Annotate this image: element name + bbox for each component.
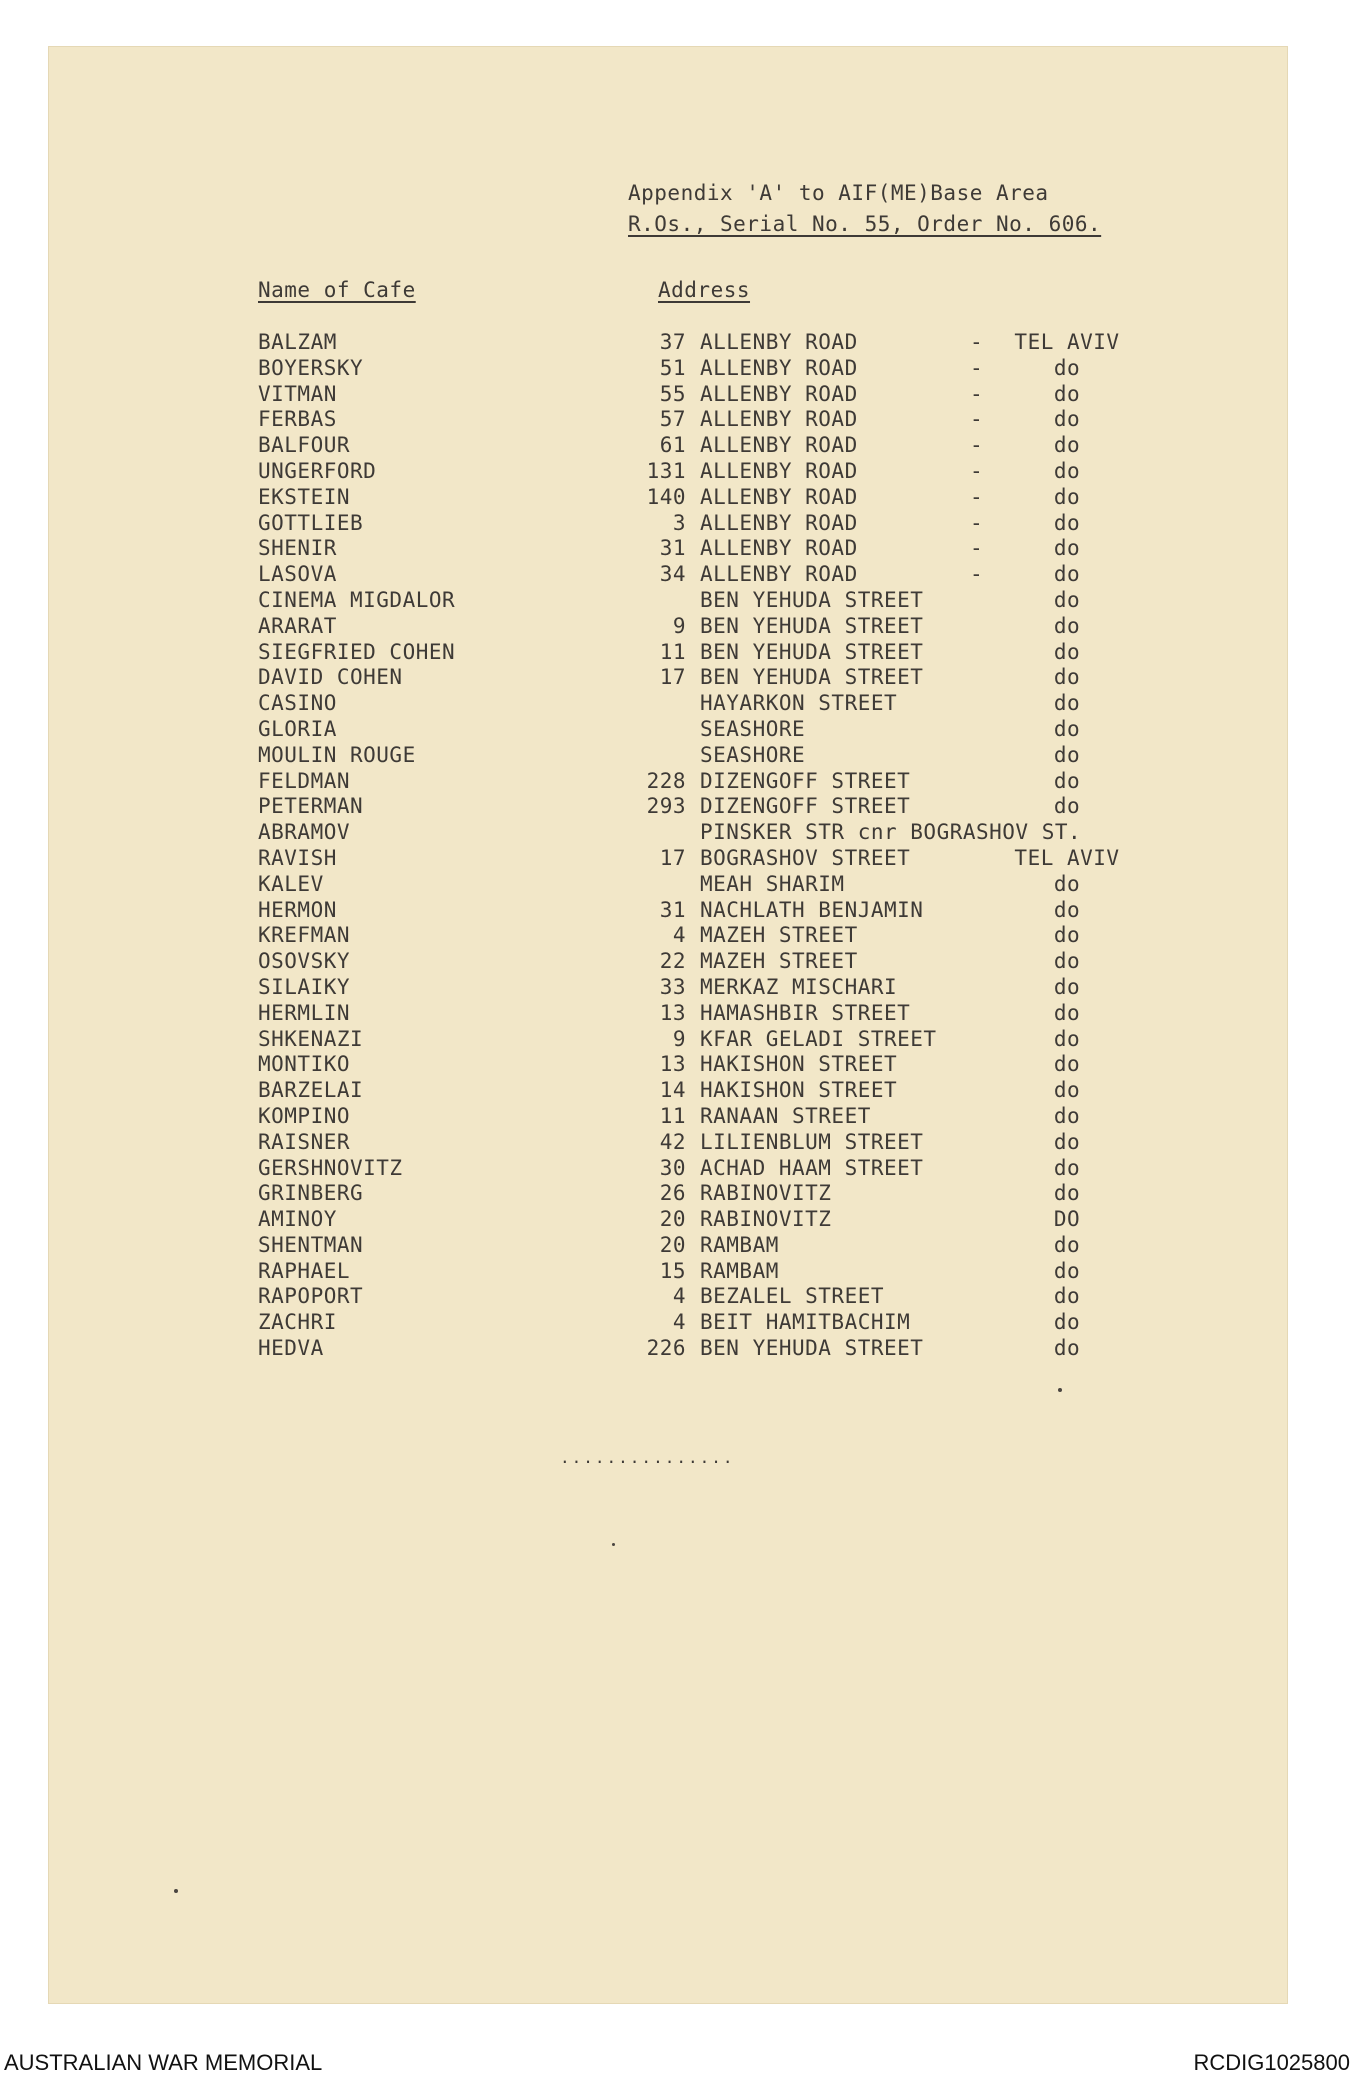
table-row xyxy=(0,614,1358,640)
street-name: BEIT HAMITBACHIM xyxy=(700,1310,911,1335)
header-line-2: R.Os., Serial No. 55, Order No. 606. xyxy=(628,212,1102,236)
cafe-name: BALFOUR xyxy=(258,433,351,458)
city-name: do xyxy=(1053,665,1081,690)
street-number: 26 xyxy=(659,1181,686,1206)
city-name: do xyxy=(1053,613,1081,638)
separator-dash: - xyxy=(970,355,984,380)
cafe-name: SHENIR xyxy=(258,536,337,561)
separator-dash: - xyxy=(970,510,984,535)
city-name: do xyxy=(1053,1052,1081,1077)
city-name: TEL AVIV xyxy=(1014,845,1120,870)
table-row xyxy=(0,1310,1358,1336)
table-row xyxy=(0,459,1358,485)
separator-dash: - xyxy=(970,458,984,483)
cafe-name: EKSTEIN xyxy=(258,484,351,509)
street-number: 22 xyxy=(659,949,686,974)
cafe-name: FERBAS xyxy=(258,407,337,432)
street-name: RAMBAM xyxy=(700,1232,779,1257)
street-number: 17 xyxy=(659,845,686,870)
cafe-name: UNGERFORD xyxy=(258,458,377,483)
street-name: MEAH SHARIM xyxy=(700,871,845,896)
street-number: 31 xyxy=(659,536,686,561)
table-row xyxy=(0,1001,1358,1027)
cafe-name: HERMLIN xyxy=(258,1000,351,1025)
street-name: HAKISHON STREET xyxy=(700,1052,898,1077)
cafe-name: AMINOY xyxy=(258,1207,337,1232)
cafe-name: GOTTLIEB xyxy=(258,510,364,535)
city-name: do xyxy=(1053,1078,1081,1103)
street-number: 17 xyxy=(659,665,686,690)
table-row xyxy=(0,536,1358,562)
street-number: 55 xyxy=(659,381,686,406)
separator-dash: - xyxy=(970,536,984,561)
city-name: do xyxy=(1053,562,1081,587)
city-name: do xyxy=(1053,458,1081,483)
city-name: do xyxy=(1053,407,1081,432)
table-row xyxy=(0,820,1358,846)
cafe-name: VITMAN xyxy=(258,381,337,406)
street-name: ALLENBY ROAD xyxy=(700,407,858,432)
street-name: BEZALEL STREET xyxy=(700,1284,885,1309)
city-name: do xyxy=(1053,949,1081,974)
cafe-name: RAISNER xyxy=(258,1129,351,1154)
street-name: RABINOVITZ xyxy=(700,1207,832,1232)
street-number: 14 xyxy=(659,1078,686,1103)
table-row xyxy=(0,846,1358,872)
street-name: BEN YEHUDA STREET xyxy=(700,1336,924,1361)
table-row xyxy=(0,975,1358,1001)
city-name: do xyxy=(1053,1103,1081,1128)
street-number: 9 xyxy=(672,1026,686,1051)
table-row xyxy=(0,743,1358,769)
separator-dash: - xyxy=(970,562,984,587)
cafe-name: CINEMA MIGDALOR xyxy=(258,587,456,612)
city-name: do xyxy=(1053,871,1081,896)
street-number: 31 xyxy=(659,897,686,922)
cafe-name: PETERMAN xyxy=(258,794,364,819)
cafe-name: HERMON xyxy=(258,897,337,922)
city-name: do xyxy=(1053,1232,1081,1257)
street-name: BEN YEHUDA STREET xyxy=(700,639,924,664)
cafe-name: SIEGFRIED COHEN xyxy=(258,639,456,664)
street-number: 11 xyxy=(659,639,686,664)
city-name: do xyxy=(1053,716,1081,741)
street-name: RAMBAM xyxy=(700,1258,779,1283)
street-number: 293 xyxy=(646,794,686,819)
street-number: 140 xyxy=(646,484,686,509)
city-name: do xyxy=(1053,691,1081,716)
table-row xyxy=(0,898,1358,924)
street-number: 42 xyxy=(659,1129,686,1154)
table-row xyxy=(0,1233,1358,1259)
street-name: ALLENBY ROAD xyxy=(700,355,858,380)
table-row xyxy=(0,562,1358,588)
city-name: do xyxy=(1053,1155,1081,1180)
table-row xyxy=(0,1052,1358,1078)
street-name: DIZENGOFF STREET xyxy=(700,794,911,819)
street-number: 228 xyxy=(646,768,686,793)
street-name: ALLENBY ROAD xyxy=(700,484,858,509)
city-name: do xyxy=(1053,742,1081,767)
separator-dash: - xyxy=(970,381,984,406)
cafe-name: BOYERSKY xyxy=(258,355,364,380)
street-name: KFAR GELADI STREET xyxy=(700,1026,937,1051)
street-name: ALLENBY ROAD xyxy=(700,330,858,354)
table-row xyxy=(0,949,1358,975)
table-row xyxy=(0,794,1358,820)
city-name: do xyxy=(1053,1129,1081,1154)
cafe-name: SHKENAZI xyxy=(258,1026,364,1051)
table-row xyxy=(0,433,1358,459)
city-name: do xyxy=(1053,536,1081,561)
street-number: 51 xyxy=(659,355,686,380)
cafe-name: SILAIKY xyxy=(258,974,351,999)
cafe-name: KREFMAN xyxy=(258,923,351,948)
street-name: MAZEH STREET xyxy=(700,949,858,974)
table-row xyxy=(0,1336,1358,1362)
table-row xyxy=(0,330,1358,356)
cafe-name: OSOVSKY xyxy=(258,949,351,974)
street-number: 13 xyxy=(659,1052,686,1077)
ink-speck xyxy=(1058,1388,1062,1392)
city-name: do xyxy=(1053,1000,1081,1025)
cafe-name: KOMPINO xyxy=(258,1103,351,1128)
city-name: do xyxy=(1053,768,1081,793)
table-row xyxy=(0,511,1358,537)
street-name: ALLENBY ROAD xyxy=(700,536,858,561)
cafe-name: GERSHNOVITZ xyxy=(258,1155,403,1180)
street-name: HAMASHBIR STREET xyxy=(700,1000,911,1025)
street-number: 34 xyxy=(659,562,686,587)
cafe-name: BALZAM xyxy=(258,330,337,354)
cafe-list xyxy=(0,330,1358,1362)
city-name: do xyxy=(1053,381,1081,406)
street-name: RABINOVITZ xyxy=(700,1181,832,1206)
street-number: 33 xyxy=(659,974,686,999)
cafe-name: RAPOPORT xyxy=(258,1284,364,1309)
street-name: ACHAD HAAM STREET xyxy=(700,1155,924,1180)
street-name: ALLENBY ROAD xyxy=(700,381,858,406)
street-name: ALLENBY ROAD xyxy=(700,458,858,483)
street-number: 4 xyxy=(672,1310,686,1335)
city-name: do xyxy=(1053,1284,1081,1309)
cafe-name: KALEV xyxy=(258,871,324,896)
street-number: 20 xyxy=(659,1232,686,1257)
table-row xyxy=(0,1259,1358,1285)
cafe-name: RAVISH xyxy=(258,845,337,870)
street-number: 9 xyxy=(672,613,686,638)
street-number: 37 xyxy=(659,330,686,354)
table-row xyxy=(0,407,1358,433)
footer-record-id: RCDIG1025800 xyxy=(1193,2050,1350,2075)
city-name: do xyxy=(1053,484,1081,509)
city-name: do xyxy=(1053,1336,1081,1361)
cafe-name: GLORIA xyxy=(258,716,337,741)
city-name: do xyxy=(1053,897,1081,922)
city-name: do xyxy=(1053,510,1081,535)
street-number: 20 xyxy=(659,1207,686,1232)
city-name: TEL AVIV xyxy=(1014,330,1120,354)
table-row xyxy=(0,1104,1358,1130)
column-header-name: Name of Cafe xyxy=(258,278,416,302)
cafe-name: GRINBERG xyxy=(258,1181,364,1206)
city-name: do xyxy=(1053,433,1081,458)
separator-dash: - xyxy=(970,484,984,509)
street-number: 226 xyxy=(646,1336,686,1361)
street-number: 57 xyxy=(659,407,686,432)
table-row xyxy=(0,923,1358,949)
street-number: 30 xyxy=(659,1155,686,1180)
city-name: do xyxy=(1053,1258,1081,1283)
header-line-1: Appendix 'A' to AIF(ME)Base Area xyxy=(628,181,1049,205)
table-row xyxy=(0,588,1358,614)
street-name: DIZENGOFF STREET xyxy=(700,768,911,793)
separator-dash: - xyxy=(970,407,984,432)
table-row xyxy=(0,382,1358,408)
street-name: BEN YEHUDA STREET xyxy=(700,613,924,638)
table-row xyxy=(0,691,1358,717)
table-row xyxy=(0,1156,1358,1182)
document-header xyxy=(628,178,1101,240)
street-number: 61 xyxy=(659,433,686,458)
ink-speck xyxy=(174,1889,178,1893)
table-row xyxy=(0,1284,1358,1310)
column-header-address: Address xyxy=(658,278,751,302)
street-name: LILIENBLUM STREET xyxy=(700,1129,924,1154)
cafe-name: SHENTMAN xyxy=(258,1232,364,1257)
city-name: do xyxy=(1053,587,1081,612)
table-row xyxy=(0,1207,1358,1233)
street-number: 15 xyxy=(659,1258,686,1283)
table-row xyxy=(0,769,1358,795)
footer-archive-name: AUSTRALIAN WAR MEMORIAL xyxy=(4,2050,323,2075)
street-name: BEN YEHUDA STREET xyxy=(700,665,924,690)
cafe-name: ZACHRI xyxy=(258,1310,337,1335)
street-name: SEASHORE xyxy=(700,742,806,767)
table-row xyxy=(0,485,1358,511)
ink-speck xyxy=(612,1543,615,1546)
street-name: ALLENBY ROAD xyxy=(700,510,858,535)
street-number: 3 xyxy=(672,510,686,535)
city-name: do xyxy=(1053,1181,1081,1206)
separator-dash: - xyxy=(970,433,984,458)
cafe-name: ABRAMOV xyxy=(258,820,351,845)
city-name: do xyxy=(1053,639,1081,664)
street-name: RANAAN STREET xyxy=(700,1103,871,1128)
cafe-name: RAPHAEL xyxy=(258,1258,351,1283)
street-name: MAZEH STREET xyxy=(700,923,858,948)
table-row xyxy=(0,1078,1358,1104)
table-row xyxy=(0,665,1358,691)
cafe-name: ARARAT xyxy=(258,613,337,638)
table-row xyxy=(0,1130,1358,1156)
cafe-name: HEDVA xyxy=(258,1336,324,1361)
street-number: 4 xyxy=(672,923,686,948)
street-name: BOGRASHOV STREET xyxy=(700,845,911,870)
address-text: PINSKER STR cnr BOGRASHOV ST. xyxy=(700,820,1082,845)
table-row xyxy=(0,1181,1358,1207)
city-name: do xyxy=(1053,355,1081,380)
street-number: 4 xyxy=(672,1284,686,1309)
street-name: NACHLATH BENJAMIN xyxy=(700,897,924,922)
table-row xyxy=(0,640,1358,666)
table-row xyxy=(0,872,1358,898)
street-number: 131 xyxy=(646,458,686,483)
cafe-name: CASINO xyxy=(258,691,337,716)
city-name: do xyxy=(1053,794,1081,819)
table-row xyxy=(0,1027,1358,1053)
cafe-name: FELDMAN xyxy=(258,768,351,793)
cafe-name: MOULIN ROUGE xyxy=(258,742,416,767)
city-name: do xyxy=(1053,1310,1081,1335)
street-name: MERKAZ MISCHARI xyxy=(700,974,898,999)
street-name: ALLENBY ROAD xyxy=(700,562,858,587)
city-name: do xyxy=(1053,974,1081,999)
street-name: SEASHORE xyxy=(700,716,806,741)
cafe-name: LASOVA xyxy=(258,562,337,587)
street-number: 11 xyxy=(659,1103,686,1128)
cafe-name: MONTIKO xyxy=(258,1052,351,1077)
street-name: HAYARKON STREET xyxy=(700,691,898,716)
street-name: HAKISHON STREET xyxy=(700,1078,898,1103)
end-marker: ............... xyxy=(560,1448,735,1467)
cafe-name: DAVID COHEN xyxy=(258,665,403,690)
table-row xyxy=(0,356,1358,382)
city-name: DO xyxy=(1053,1207,1081,1232)
city-name: do xyxy=(1053,923,1081,948)
street-number: 13 xyxy=(659,1000,686,1025)
city-name: do xyxy=(1053,1026,1081,1051)
table-row xyxy=(0,717,1358,743)
cafe-name: BARZELAI xyxy=(258,1078,364,1103)
street-name: BEN YEHUDA STREET xyxy=(700,587,924,612)
street-name: ALLENBY ROAD xyxy=(700,433,858,458)
separator-dash: - xyxy=(970,330,984,354)
